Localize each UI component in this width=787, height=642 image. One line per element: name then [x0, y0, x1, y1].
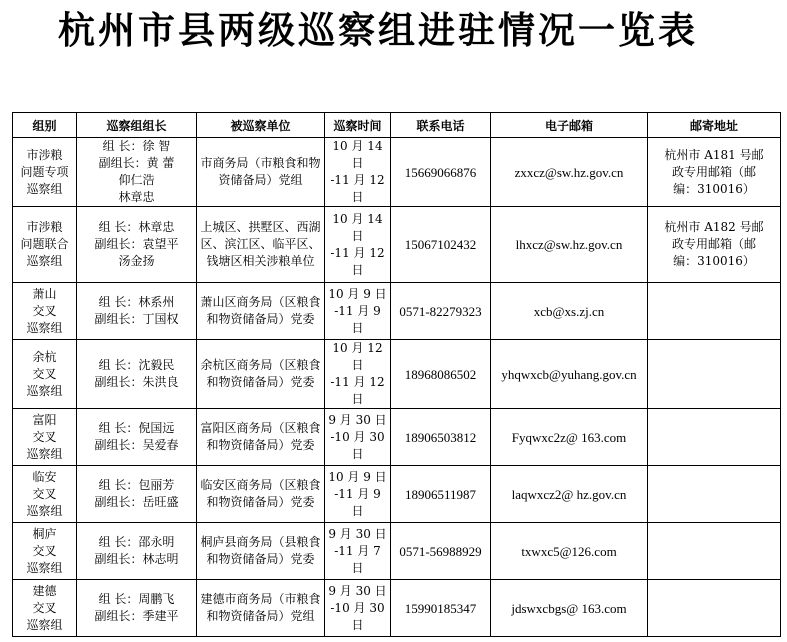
phone-cell: 15990185347	[391, 580, 491, 637]
email-cell: yhqwxcb@yuhang.gov.cn	[491, 340, 648, 409]
time-cell: 10 月 9 日 -11 月 9 日	[325, 466, 391, 523]
header-leaders: 巡察组组长	[77, 113, 197, 138]
phone-cell: 15669066876	[391, 138, 491, 207]
email-cell: txwxc5@126.com	[491, 523, 648, 580]
unit-cell: 临安区商务局（区粮食和物资储备局）党委	[197, 466, 325, 523]
leaders-cell: 组 长：林系州 副组长：丁国权	[77, 283, 197, 340]
phone-cell: 0571-82279323	[391, 283, 491, 340]
email-cell: Fyqwxc2z@ 163.com	[491, 409, 648, 466]
time-cell: 10 月 14 日 -11 月 12 日	[325, 138, 391, 207]
header-email: 电子邮箱	[491, 113, 648, 138]
header-time: 巡察时间	[325, 113, 391, 138]
email-cell: lhxcz@sw.hz.gov.cn	[491, 207, 648, 283]
email-cell: laqwxcz2@ hz.gov.cn	[491, 466, 648, 523]
leaders-cell: 组 长：林章忠 副组长：袁望平 汤金扬	[77, 207, 197, 283]
unit-cell: 富阳区商务局（区粮食和物资储备局）党委	[197, 409, 325, 466]
time-cell: 10 月 12 日 -11 月 12 日	[325, 340, 391, 409]
leaders-cell: 组 长：倪国远 副组长：吴爱春	[77, 409, 197, 466]
header-group: 组别	[13, 113, 77, 138]
page-title: 杭州市县两级巡察组进驻情况一览表	[58, 9, 698, 52]
header-row	[13, 113, 781, 138]
time-cell: 10 月 14 日 -11 月 12 日	[325, 207, 391, 283]
phone-cell: 18968086502	[391, 340, 491, 409]
unit-cell: 上城区、拱墅区、西湖区、滨江区、临平区、钱塘区相关涉粮单位	[197, 207, 325, 283]
phone-cell: 18906503812	[391, 409, 491, 466]
phone-cell: 18906511987	[391, 466, 491, 523]
address-cell: 杭州市 A182 号邮 政专用邮箱（邮 编：310016）	[648, 207, 781, 283]
table-row	[13, 580, 781, 637]
table-row	[13, 207, 781, 283]
leaders-cell: 组 长：包丽芳 副组长：岳旺盛	[77, 466, 197, 523]
group-cell: 桐庐 交叉 巡察组	[13, 523, 77, 580]
time-cell: 9 月 30 日 -10 月 30 日	[325, 409, 391, 466]
address-cell	[648, 409, 781, 466]
email-cell: jdswxcbgs@ 163.com	[491, 580, 648, 637]
phone-cell: 0571-56988929	[391, 523, 491, 580]
time-cell: 10 月 9 日 -11 月 9 日	[325, 283, 391, 340]
table-row	[13, 409, 781, 466]
table-row	[13, 340, 781, 409]
header-address: 邮寄地址	[648, 113, 781, 138]
table-row	[13, 466, 781, 523]
address-cell	[648, 340, 781, 409]
time-cell: 9 月 30 日 -10 月 30 日	[325, 580, 391, 637]
phone-cell: 15067102432	[391, 207, 491, 283]
leaders-cell: 组 长：周鹏飞 副组长：季建平	[77, 580, 197, 637]
group-cell: 萧山 交叉 巡察组	[13, 283, 77, 340]
address-cell	[648, 283, 781, 340]
unit-cell: 余杭区商务局（区粮食和物资储备局）党委	[197, 340, 325, 409]
address-cell	[648, 466, 781, 523]
unit-cell: 建德市商务局（市粮食和物资储备局）党组	[197, 580, 325, 637]
group-cell: 余杭 交叉 巡察组	[13, 340, 77, 409]
group-cell: 市涉粮 问题专项 巡察组	[13, 138, 77, 207]
header-unit: 被巡察单位	[197, 113, 325, 138]
group-cell: 建德 交叉 巡察组	[13, 580, 77, 637]
leaders-cell: 组 长：邵永明 副组长：林志明	[77, 523, 197, 580]
table-row	[13, 138, 781, 207]
leaders-cell: 组 长：徐 智 副组长：黄 蕾 仰仁浩 林章忠	[77, 138, 197, 207]
unit-cell: 萧山区商务局（区粮食和物资储备局）党委	[197, 283, 325, 340]
group-cell: 市涉粮 问题联合 巡察组	[13, 207, 77, 283]
inspection-table	[12, 112, 781, 637]
table-row	[13, 283, 781, 340]
address-cell	[648, 580, 781, 637]
address-cell	[648, 523, 781, 580]
group-cell: 富阳 交叉 巡察组	[13, 409, 77, 466]
group-cell: 临安 交叉 巡察组	[13, 466, 77, 523]
unit-cell: 市商务局（市粮食和物资储备局）党组	[197, 138, 325, 207]
table-row	[13, 523, 781, 580]
address-cell: 杭州市 A181 号邮 政专用邮箱（邮 编：310016）	[648, 138, 781, 207]
email-cell: zxxcz@sw.hz.gov.cn	[491, 138, 648, 207]
leaders-cell: 组 长：沈毅民 副组长：朱洪良	[77, 340, 197, 409]
time-cell: 9 月 30 日 -11 月 7 日	[325, 523, 391, 580]
unit-cell: 桐庐县商务局（县粮食和物资储备局）党委	[197, 523, 325, 580]
header-phone: 联系电话	[391, 113, 491, 138]
email-cell: xcb@xs.zj.cn	[491, 283, 648, 340]
